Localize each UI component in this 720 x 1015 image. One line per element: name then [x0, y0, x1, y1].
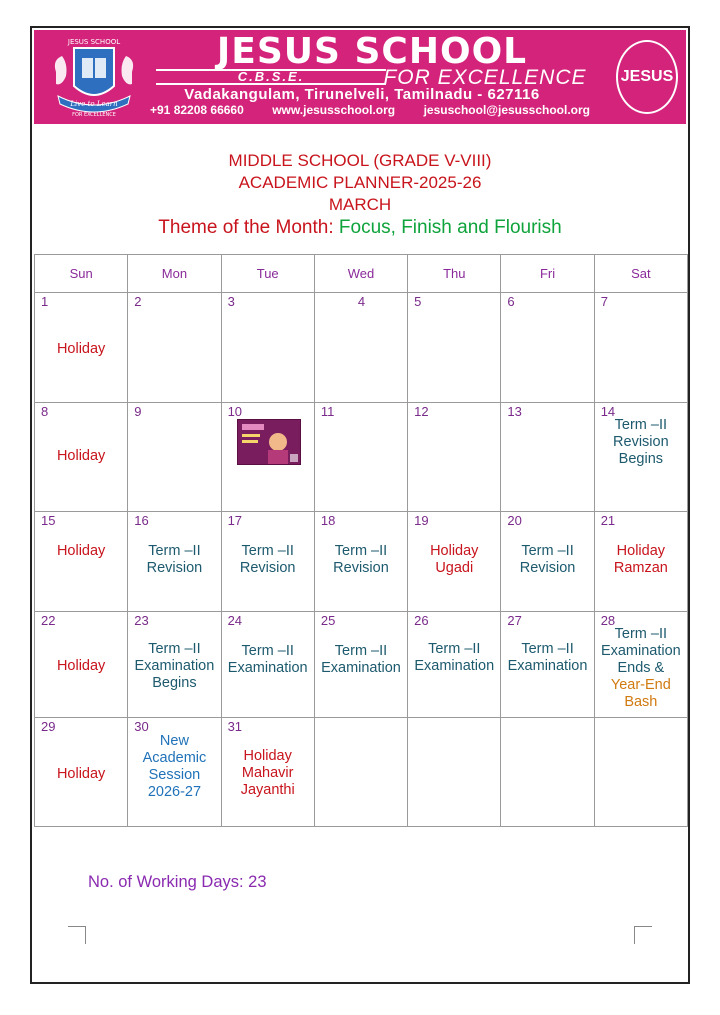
event-line: Examination: [414, 658, 495, 674]
day-number: 23: [134, 613, 149, 628]
event-label: [128, 641, 220, 692]
day-cell: [314, 612, 407, 718]
day-cell-empty: [314, 718, 407, 827]
day-number: 30: [134, 719, 149, 734]
day-cell: [408, 403, 501, 512]
day-cell: [221, 512, 314, 612]
day-number: 27: [507, 613, 522, 628]
session-label: [128, 733, 220, 801]
day-cell-empty: [594, 718, 687, 827]
theme-of-month: [34, 216, 686, 240]
theme-value: Focus, Finish and Flourish: [338, 217, 562, 238]
event-label: [315, 643, 407, 677]
day-cell: [594, 512, 687, 612]
day-cell: [128, 403, 221, 512]
holiday-line: Holiday: [616, 543, 666, 559]
day-cell: [221, 403, 314, 512]
holiday-line: Ramzan: [613, 560, 668, 576]
day-number: 4: [357, 294, 366, 309]
week-row: [35, 512, 688, 612]
board-label: C.B.S.E.: [156, 69, 386, 85]
day-number: 19: [414, 513, 429, 528]
holiday-label: Holiday: [56, 543, 106, 559]
event-photo-icon: [238, 420, 301, 465]
bash-line: Bash: [624, 694, 658, 710]
day-cell: [35, 612, 128, 718]
day-cell-empty: [408, 718, 501, 827]
school-address: Vadakangulam, Tirunelveli, Tamilnadu - 627116: [184, 86, 540, 103]
day-cell: [221, 612, 314, 718]
holiday-line: Mahavir: [241, 765, 294, 781]
holiday-label: [408, 543, 500, 577]
day-cell-empty: [501, 718, 594, 827]
event-label: [501, 543, 593, 577]
contact-line: [150, 103, 590, 117]
event-line: Revision: [239, 560, 296, 576]
event-line: Term –II: [428, 641, 481, 657]
week-row: [35, 612, 688, 718]
event-line: Begins: [152, 675, 197, 691]
day-number: 28: [600, 613, 616, 628]
logo-arc-text: JESUS SCHOOL: [67, 38, 121, 46]
day-cell: [128, 293, 221, 403]
phone-number: +91 82208 66660: [150, 103, 244, 117]
day-number: 20: [507, 513, 522, 528]
week-row: [35, 293, 688, 403]
day-cell: [221, 718, 314, 827]
event-line: Examination: [134, 658, 215, 674]
day-cell: [594, 293, 687, 403]
day-cell: [128, 612, 221, 718]
day-number: 31: [227, 719, 243, 734]
school-header: [34, 30, 686, 124]
crop-mark: [634, 926, 652, 944]
school-crest-icon: [44, 34, 144, 120]
event-line: Revision: [613, 434, 669, 450]
event-line: Ends &: [617, 660, 665, 676]
event-line: Examination: [507, 658, 588, 674]
day-cell: [594, 403, 687, 512]
weekday-sun: Sun: [35, 255, 128, 293]
weekday-mon: Mon: [128, 255, 221, 293]
event-line: Examination: [600, 643, 681, 659]
holiday-label: Holiday: [56, 766, 106, 782]
day-number: 11: [320, 404, 335, 419]
weekday-wed: Wed: [314, 255, 407, 293]
event-label: [315, 543, 407, 577]
day-cell: [408, 293, 501, 403]
event-line: Term –II: [334, 643, 388, 659]
day-number: 2: [134, 294, 142, 309]
event-line: Revision: [333, 560, 389, 576]
day-number: 24: [227, 613, 243, 628]
weekday-tue: Tue: [221, 255, 314, 293]
day-cell: [501, 403, 594, 512]
planner-title-grade: MIDDLE SCHOOL (GRADE V-VIII): [228, 151, 492, 170]
week-row: [35, 718, 688, 827]
day-cell: [408, 612, 501, 718]
event-label: [501, 641, 593, 675]
day-number: 6: [507, 294, 515, 309]
logo-sub: FOR EXCELLENCE: [72, 112, 116, 118]
holiday-label: Holiday: [56, 341, 106, 357]
event-label: [222, 643, 314, 677]
holiday-label: [595, 543, 687, 577]
day-number: 9: [134, 404, 142, 419]
day-number: 18: [320, 513, 336, 528]
day-cell: [501, 512, 594, 612]
calendar-grid: [34, 254, 688, 827]
day-number: 25: [320, 613, 336, 628]
day-cell: [314, 293, 407, 403]
theme-label: Theme of the Month:: [158, 217, 334, 238]
school-tagline: FOR EXCELLENCE: [383, 66, 587, 89]
holiday-label: Holiday: [56, 448, 106, 464]
day-cell: [221, 293, 314, 403]
day-cell: [594, 612, 687, 718]
logo-motto: Live to Learn: [70, 100, 118, 108]
bash-line: Year-End: [610, 677, 671, 693]
day-cell: [35, 512, 128, 612]
day-number: 15: [41, 513, 56, 528]
weekday-fri: Fri: [501, 255, 594, 293]
day-cell: [35, 293, 128, 403]
event-line: Term –II: [334, 543, 388, 559]
holiday-line: Holiday: [243, 748, 292, 764]
planner-title-month: MARCH: [328, 195, 392, 214]
day-number: 12: [414, 404, 429, 419]
day-number: 21: [600, 513, 616, 528]
day-cell: [314, 512, 407, 612]
day-cell: [128, 512, 221, 612]
jesus-badge: JESUS: [616, 40, 678, 114]
website-link[interactable]: www.jesusschool.org: [272, 103, 396, 117]
event-line: Term –II: [241, 643, 294, 659]
holiday-label: [222, 748, 314, 799]
session-line: 2026-27: [147, 784, 202, 800]
day-cell: [408, 512, 501, 612]
session-line: Academic: [142, 750, 207, 766]
holiday-line: Holiday: [430, 543, 479, 559]
event-line: Revision: [146, 560, 203, 576]
planner-page: [30, 26, 690, 984]
school-name: JESUS SCHOOL: [216, 31, 528, 72]
event-line: Term –II: [521, 641, 574, 657]
event-line: Term –II: [614, 626, 668, 642]
event-label: [595, 417, 687, 468]
holiday-label: Holiday: [56, 658, 106, 674]
email-link[interactable]: jesuschool@jesusschool.org: [423, 103, 590, 117]
event-line: Term –II: [521, 543, 574, 559]
event-label: [222, 543, 314, 577]
event-line: Term –II: [241, 543, 294, 559]
event-label: [128, 543, 220, 577]
day-number: 10: [227, 404, 243, 419]
day-cell: [501, 612, 594, 718]
event-line: Revision: [519, 560, 576, 576]
planner-titles: [34, 150, 686, 240]
day-number: 22: [41, 613, 56, 628]
event-line: Examination: [321, 660, 401, 676]
event-label: [595, 626, 687, 711]
planner-title-year: ACADEMIC PLANNER-2025-26: [238, 173, 482, 192]
event-thumbnail-image[interactable]: [237, 419, 301, 465]
holiday-line: Jayanthi: [240, 782, 295, 798]
day-number: 17: [227, 513, 243, 528]
day-cell: [128, 718, 221, 827]
day-cell: [314, 403, 407, 512]
day-number: 16: [134, 513, 149, 528]
day-number: 26: [414, 613, 429, 628]
event-line: Examination: [227, 660, 308, 676]
weekday-thu: Thu: [408, 255, 501, 293]
week-row: [35, 403, 688, 512]
day-number: 8: [41, 404, 49, 419]
session-line: Session: [148, 767, 201, 783]
day-number: 3: [227, 294, 235, 309]
weekday-header-row: [35, 255, 688, 293]
weekday-sat: Sat: [594, 255, 687, 293]
event-line: Term –II: [614, 417, 668, 433]
day-cell: [501, 293, 594, 403]
event-line: Term –II: [148, 543, 201, 559]
crop-mark: [68, 926, 86, 944]
day-number: 5: [414, 294, 422, 309]
event-line: Term –II: [148, 641, 201, 657]
event-line: Begins: [618, 451, 664, 467]
school-logo: [44, 34, 144, 120]
day-cell: [35, 718, 128, 827]
holiday-line: Ugadi: [435, 560, 474, 576]
day-cell: [35, 403, 128, 512]
day-number: 29: [41, 719, 56, 734]
day-number: 13: [507, 404, 522, 419]
session-line: New: [159, 733, 189, 749]
day-number: 7: [600, 294, 608, 309]
day-number: 1: [41, 294, 49, 309]
event-label: [408, 641, 500, 675]
working-days-count: No. of Working Days: 23: [88, 873, 267, 891]
day-number: 14: [600, 404, 616, 419]
